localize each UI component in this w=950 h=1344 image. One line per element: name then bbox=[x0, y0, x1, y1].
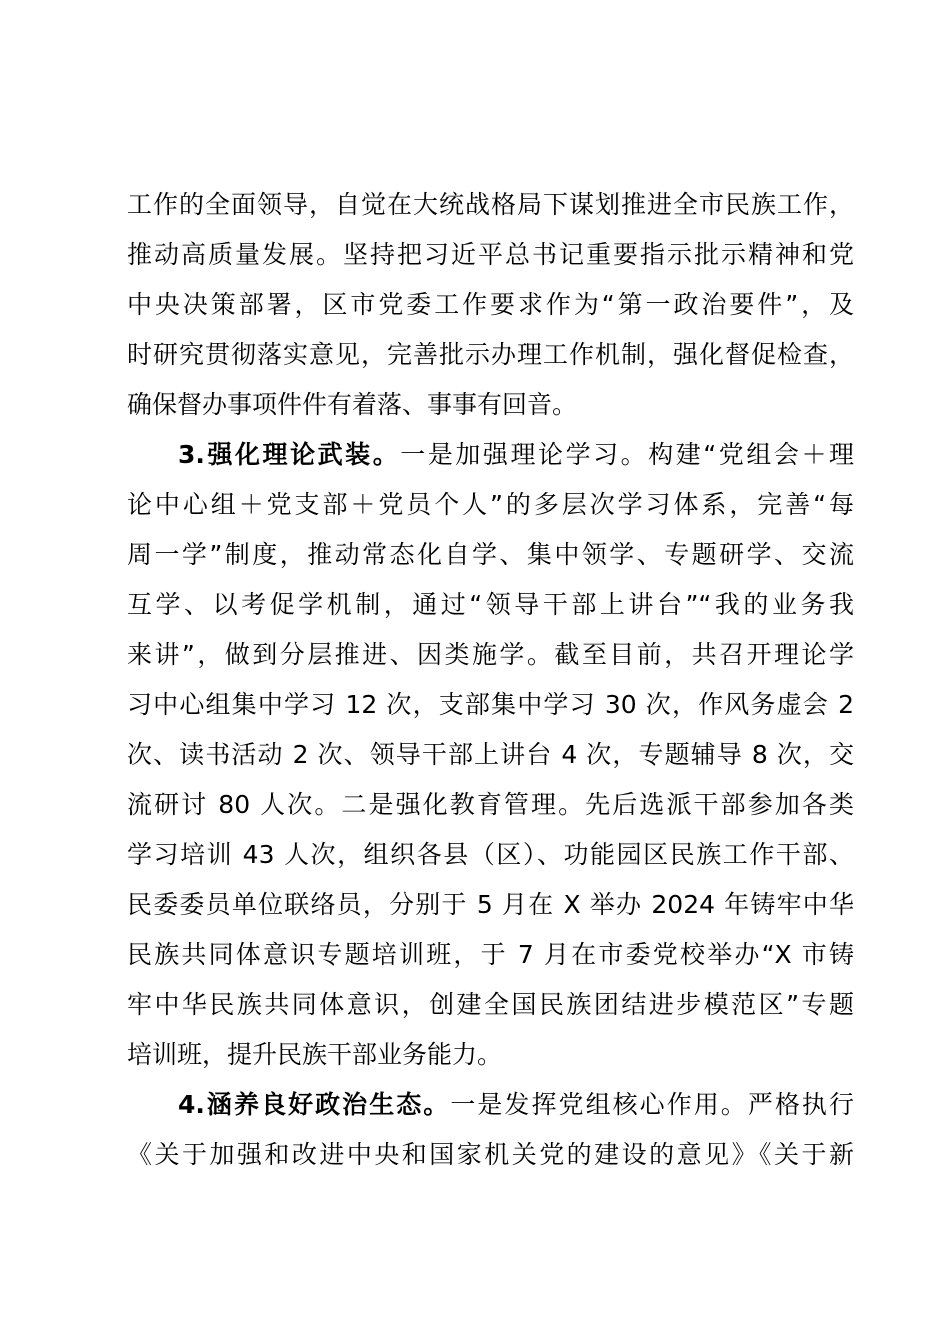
section-3-first-line bbox=[178, 440, 854, 470]
paragraph-line-text: 一是加强理论学习。构建“党组会＋理 bbox=[400, 440, 854, 469]
paragraph-line: 次、读书活动 2 次、领导干部上讲台 4 次，专题辅导 8 次，交 bbox=[127, 740, 854, 769]
paragraph-line: 时研究贯彻落实意见，完善批示办理工作机制，强化督促检查， bbox=[127, 340, 854, 369]
section-heading-3: 3.强化理论武装。 bbox=[178, 440, 401, 469]
paragraph-line: 来讲”，做到分层推进、因类施学。截至目前，共召开理论学 bbox=[127, 640, 854, 669]
paragraph-line-text: 一是发挥党组核心作用。严格执行 bbox=[450, 1090, 854, 1119]
paragraph-line: 工作的全面领导，自觉在大统战格局下谋划推进全市民族工作， bbox=[127, 190, 854, 219]
paragraph-line: 学习培训 43 人次，组织各县（区）、功能园区民族工作干部、 bbox=[127, 840, 854, 869]
paragraph-line: 流研讨 80 人次。二是强化教育管理。先后选派干部参加各类 bbox=[127, 790, 854, 819]
paragraph-line: 周一学”制度，推动常态化自学、集中领学、专题研学、交流 bbox=[127, 540, 854, 569]
paragraph-line: 推动高质量发展。坚持把习近平总书记重要指示批示精神和党 bbox=[127, 240, 854, 269]
paragraph-line: 论中心组＋党支部＋党员个人”的多层次学习体系，完善“每 bbox=[127, 490, 854, 519]
section-heading-4: 4.涵养良好政治生态。 bbox=[178, 1090, 451, 1119]
paragraph-line: 民委委员单位联络员，分别于 5 月在 X 举办 2024 年铸牢中华 bbox=[127, 890, 854, 919]
paragraph-line: 《关于加强和改进中央和国家机关党的建设的意见》《关于新 bbox=[127, 1140, 854, 1169]
section-4-first-line bbox=[178, 1090, 854, 1120]
paragraph-line: 习中心组集中学习 12 次，支部集中学习 30 次，作风务虚会 2 bbox=[127, 690, 854, 719]
paragraph-line: 民族共同体意识专题培训班，于 7 月在市委党校举办“X 市铸 bbox=[127, 940, 854, 969]
paragraph-line: 牢中华民族共同体意识，创建全国民族团结进步模范区”专题 bbox=[127, 990, 854, 1019]
paragraph-line: 确保督办事项件件有着落、事事有回音。 bbox=[127, 390, 578, 419]
paragraph-line: 培训班，提升民族干部业务能力。 bbox=[127, 1040, 503, 1069]
paragraph-line: 互学、以考促学机制，通过“领导干部上讲台”“我的业务我 bbox=[127, 590, 854, 619]
paragraph-line: 中央决策部署，区市党委工作要求作为“第一政治要件”，及 bbox=[127, 290, 854, 319]
